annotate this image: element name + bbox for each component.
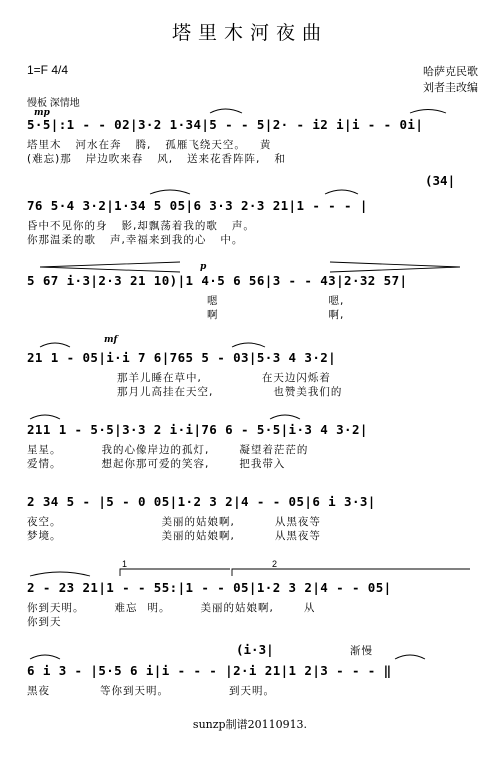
slur: [232, 343, 265, 347]
notation-line: 2 34 5 - |5 - 0 05|1·2 3 2|4 - - 05|6 i 3·3|: [27, 494, 376, 509]
lyric: 腾,: [135, 139, 152, 151]
lyric: 夜空。: [27, 516, 62, 528]
lyrics-verse-2: [27, 614, 76, 627]
hairpin: [40, 262, 180, 272]
lyric: 河水在奔: [75, 139, 122, 151]
lyric: 你到天: [27, 616, 62, 628]
hairpin: [330, 262, 460, 272]
footer-credit: sunzp制谱20110913.: [192, 718, 308, 731]
lyric: 从黑夜等: [274, 516, 321, 528]
lyrics-verse-1: [27, 218, 269, 231]
lyric: 难忘: [114, 602, 138, 614]
lyric: 中。: [220, 234, 244, 246]
slur: [325, 190, 358, 194]
lyric: 塔里木: [27, 139, 62, 151]
lyric: 把我带入: [239, 458, 286, 470]
slur: [30, 572, 90, 576]
lyric: 声,幸福来到我的心: [110, 234, 207, 246]
lyric: 从黑夜等: [274, 530, 321, 542]
lyric: 啊,: [328, 309, 345, 321]
lyric: 也赞美我们的: [273, 386, 343, 398]
dynamic-p: p: [200, 262, 207, 272]
notation-line: 6 i 3 - |5·5 6 i|i - - - |2·i 21|1 2|3 - - - ‖: [27, 663, 392, 678]
dynamic-mf: mf: [104, 335, 118, 345]
lyric: 那羊儿睡在草中,: [117, 372, 202, 384]
lyrics-verse-2: [117, 384, 356, 397]
slur: [150, 190, 190, 194]
notation-line: 211 1 - 5·5|3·3 2 i·i|76 6 - 5·5|i·3 4 3·2|: [27, 422, 368, 437]
tempo-marking: 慢板 深情地: [27, 98, 80, 109]
lyrics-verse-2: [27, 151, 300, 164]
volta-2: [232, 569, 470, 576]
lyric: 岸边吹来春: [85, 153, 144, 165]
lyric: 你那温柔的歌: [27, 234, 96, 246]
lyrics-verse-2: [27, 232, 257, 245]
lyric: 在天边闪烁着: [261, 372, 331, 384]
notation-line: 5 67 i·3|2·3 21 10)|1 4·5 6 56|3 - - 43|2·32 57|: [27, 273, 408, 288]
slur: [30, 655, 60, 659]
lyric: 嗯,: [328, 295, 345, 307]
lyric: 黄: [259, 139, 272, 151]
tempo-ritardando: 渐慢: [350, 645, 373, 657]
slur: [395, 655, 425, 659]
lyric: 我的心像岸边的孤灯,: [101, 444, 210, 456]
lyric: 啊: [207, 309, 219, 321]
lyric: 明。: [147, 602, 171, 614]
lyrics-verse-1: [27, 442, 322, 455]
lyric: 送来花香阵阵,: [187, 153, 261, 165]
volta-1-label: 1: [122, 559, 128, 569]
lyric: 等你到天明。: [100, 685, 169, 697]
lyric: 声。: [231, 220, 255, 232]
notation-line: 5·5|:1 - - 02|3·2 1·34|5 - - 5|2· - i2 i|i - - 0i|: [27, 117, 424, 132]
lyric: 嗯: [207, 295, 219, 307]
lyrics-verse-1: [27, 137, 285, 150]
lyric: 美丽的姑娘啊,: [200, 602, 274, 614]
arranger-credit: 刘者圭改编: [423, 82, 478, 94]
notation-line: 76 5·4 3·2|1·34 5 05|6 3·3 2·3 21|1 - - - |: [27, 198, 368, 213]
lyric: 影,却飘荡着我的歌: [121, 220, 218, 232]
lyric: 到天明。: [229, 685, 275, 697]
slur: [270, 415, 300, 419]
slur: [40, 343, 70, 347]
pickup-notes-final: (i·3|: [236, 642, 274, 657]
lyrics-verse-1: [207, 293, 358, 306]
lyric: 美丽的姑娘啊,: [161, 530, 235, 542]
lyric: 美丽的姑娘啊,: [161, 516, 235, 528]
dynamic-mp: mp: [34, 108, 50, 118]
lyrics-verse-2: [207, 307, 358, 320]
lyrics-verse-1: [27, 683, 289, 696]
lyric: 你到天明。: [27, 602, 85, 614]
lyric: 和: [274, 153, 286, 165]
lyrics-verse-1: [27, 514, 335, 527]
slur: [210, 109, 242, 113]
song-title: 塔里木河夜曲: [171, 22, 328, 44]
lyrics-verse-2: [27, 528, 335, 541]
lyric: 黑夜: [27, 685, 50, 697]
lyric: 从: [303, 602, 316, 614]
pickup-notes: (34|: [425, 173, 456, 188]
volta-2-label: 2: [272, 559, 278, 569]
lyrics-verse-1: [27, 600, 329, 613]
composer-credit: 哈萨克民歌: [423, 66, 478, 78]
lyric: 想起你那可爱的笑容,: [101, 458, 210, 470]
lyric: 星星。: [27, 444, 62, 456]
lyric: 风,: [157, 153, 174, 165]
key-signature: 1=F 4/4: [27, 63, 69, 77]
lyric: 爱情。: [27, 458, 62, 470]
slur: [410, 110, 446, 114]
slur: [30, 415, 60, 419]
lyrics-verse-1: [117, 370, 345, 383]
notation-line: 2 - 23 21|1 - - 55:|1 - - 05|1·2 3 2|4 - - 05|: [27, 580, 392, 595]
lyric: 梦境。: [27, 530, 62, 542]
notation-line: 21 1 - 05|i·i 7 6|765 5 - 03|5·3 4 3·2|: [27, 350, 337, 365]
lyric: (难忘)那: [27, 153, 72, 165]
lyric: 那月儿高挂在天空,: [117, 386, 214, 398]
lyric: 孤雁飞绕天空。: [165, 139, 246, 151]
lyric: 昏中不见你的身: [27, 220, 108, 232]
lyric: 凝望着茫茫的: [239, 444, 309, 456]
lyrics-verse-2: [27, 456, 299, 469]
volta-1: [120, 569, 230, 576]
